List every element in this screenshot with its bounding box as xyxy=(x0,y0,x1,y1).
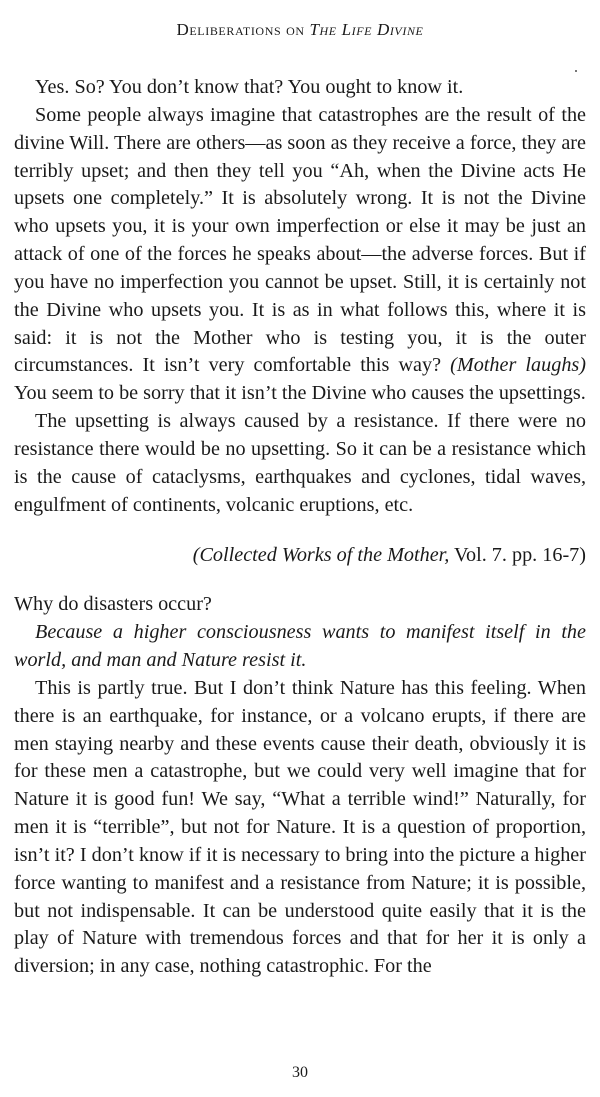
answer xyxy=(14,619,586,675)
page-number: 30 xyxy=(292,1064,308,1081)
answer-text: Because a higher consciousness wants to manifest itself in the world, and man and Nature resist it. xyxy=(14,621,586,672)
question: Why do disasters occur? xyxy=(14,593,212,616)
paragraph: This is partly true. But I don’t think Nature has this feeling. When there is an earthquake, for instance, or a volcano erupts, if there are men staying nearby and these events cause their death, obviously it is for these men a catastrophe, but we could very well imagine that for Nature it is good fun! We say, “What a terrible wind!” Naturally, for men it is “terrible”, but not for Nature. It is a question of proportion, isn’t it? I don’t know if it is necessary to bring into the picture a higher force wanting to manifest and a resistance from Nature; it is possible, but not indispensable. It can be understood quite easily that it is the play of Nature with tremendous forces and that for her it is only a diversion; in any case, nothing catastrophic. For the xyxy=(14,676,586,978)
running-head xyxy=(0,20,600,40)
citation-title: (Collected Works of the Mother, xyxy=(192,543,450,566)
citation-reference: Vol. 7. pp. 16-7) xyxy=(449,543,586,566)
body-text xyxy=(14,74,586,981)
paragraph: The upsetting is always caused by a resistance. If there were no resistance there would be no upsetting. So it can be a resistance which is the cause of cataclysms, earthquakes and cyclones, tidal waves, engulfment of continents, volcanic eruptions, etc. xyxy=(14,410,586,516)
running-head-prefix: Deliberations on xyxy=(176,20,305,39)
paragraph-text: You seem to be sorry that it isn’t the Divine who causes the upsettings. xyxy=(14,382,586,405)
margin-mark xyxy=(575,70,577,72)
running-head-title: The Life Divine xyxy=(309,20,424,39)
paragraph xyxy=(14,102,586,408)
stage-direction: (Mother laughs) xyxy=(450,354,586,377)
paragraph-text: Some people always imagine that catastrophes are the result of the divine Will. There are others—as soon as they receive a force, they are terribly upset; and then they tell you “Ah, when the Divine acts He upsets one completely.” It is absolutely wrong. It is not the Divine who upsets you, it is your own imperfection or else it may be just an attack of one of the forces he speaks about—the adverse forces. But if you have no imperfection you cannot be upset. Still, it is certainly not the Divine who upsets you. It is as in what follows this, where it is said: it is not the Mother who is testing you, it is the outer circumstances. It isn’t very comfortable this way? xyxy=(14,103,586,377)
paragraph: Yes. So? You don’t know that? You ought to know it. xyxy=(35,76,464,98)
citation xyxy=(14,542,586,570)
